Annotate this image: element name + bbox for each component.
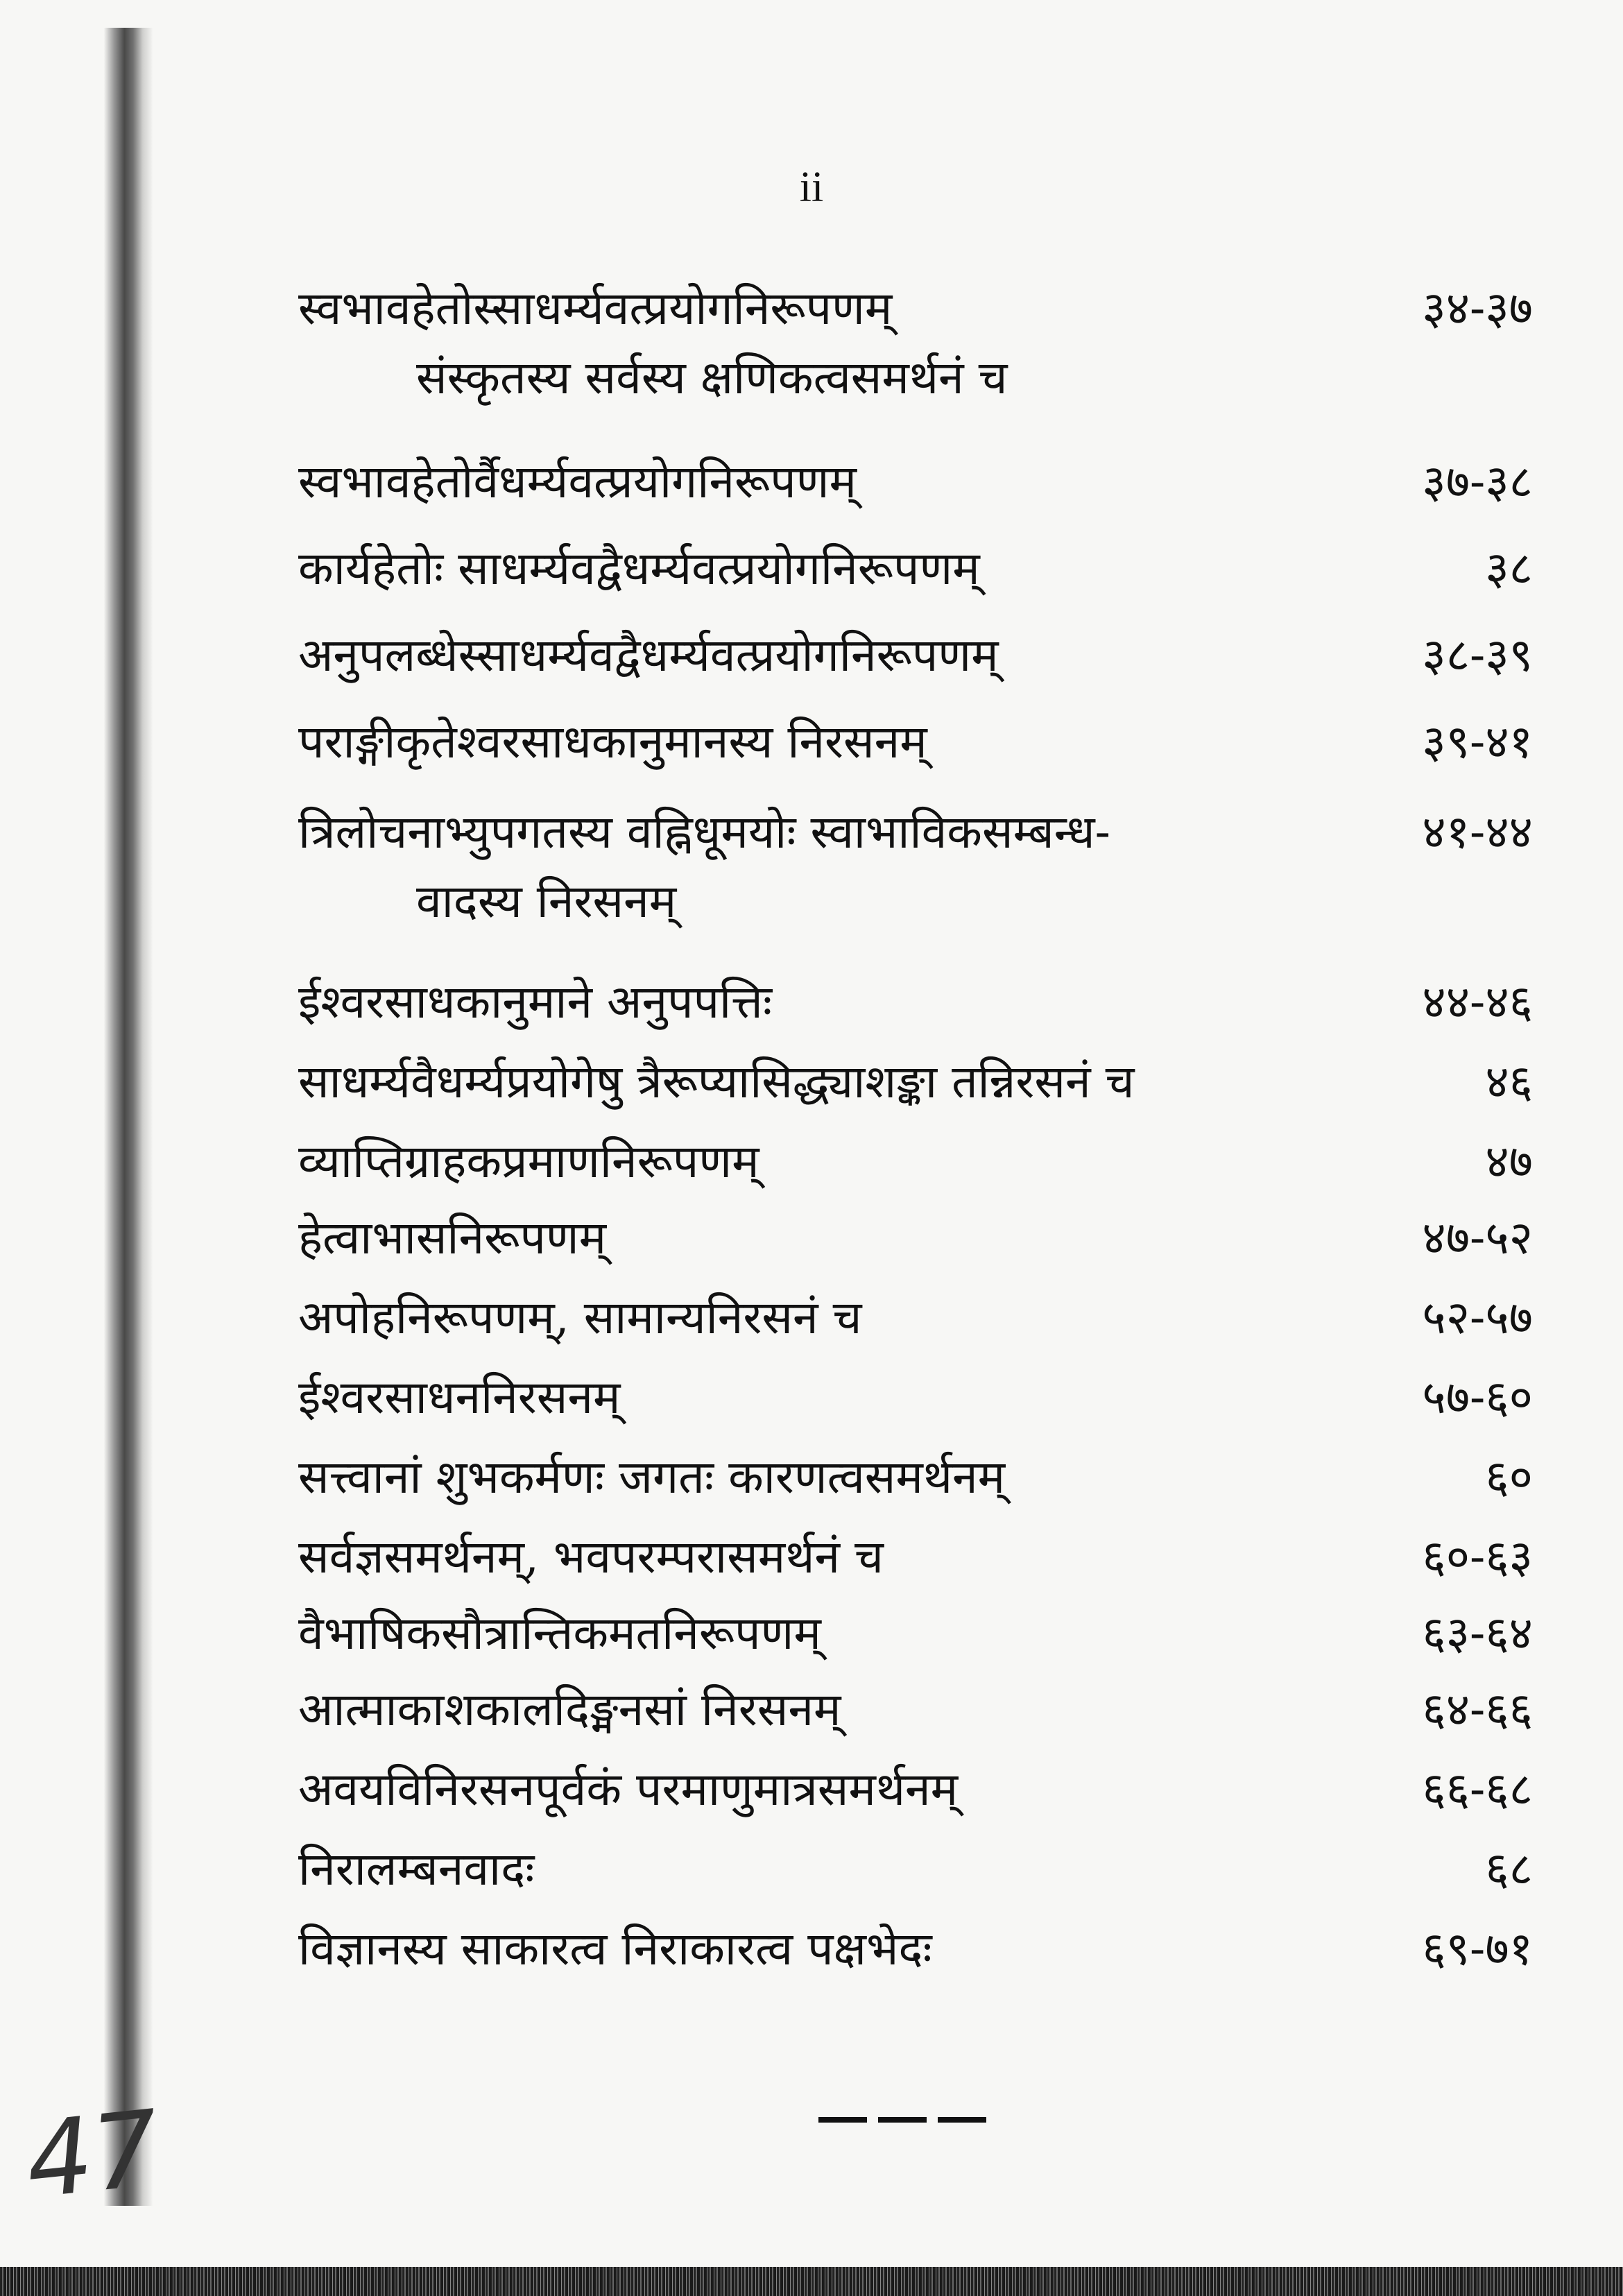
toc-entry: [298, 534, 1533, 603]
toc-entry: [298, 447, 1533, 517]
toc-entry-pages: ५२-५७: [1422, 1291, 1533, 1344]
toc-entry-pages: ४७-५२: [1422, 1211, 1533, 1265]
toc-entry: [298, 1283, 1533, 1353]
toc-entry-title: पराङ्गीकृतेश्वरसाधकानुमानस्य निरसनम्: [298, 715, 927, 769]
toc-entry: [298, 1523, 1533, 1592]
toc-entry: [298, 708, 1533, 777]
toc-entry-title: सर्वज्ञसमर्थनम्, भवपरम्परासमर्थनं च: [298, 1530, 884, 1584]
toc-entry-pages: ३८: [1485, 542, 1533, 595]
toc-entry-title: अपोहनिरूपणम्, सामान्यनिरसनं च: [298, 1291, 862, 1344]
toc-entry-pages: ६८: [1485, 1842, 1533, 1896]
toc-entry-pages: ६३-६४: [1422, 1607, 1533, 1660]
toc-entry-pages: ४७: [1485, 1135, 1533, 1188]
toc-entry-pages: ४१-४४: [1422, 805, 1533, 859]
toc-entry: [298, 1835, 1533, 1904]
toc-entry-pages: ५७-६०: [1422, 1371, 1533, 1424]
toc-entry-title: आत्माकाशकालदिङ्मनसां निरसनम्: [298, 1683, 841, 1736]
toc-entry-pages: ६४-६६: [1422, 1683, 1533, 1736]
toc-entry-title: त्रिलोचनाभ्युपगतस्य वह्निधूमयोः स्वाभाविकसम्बन्ध-: [298, 805, 1110, 859]
toc-entry: [298, 1363, 1533, 1432]
page-number: ii: [799, 164, 824, 211]
toc-entry-title: हेत्वाभासनिरूपणम्: [298, 1211, 607, 1265]
toc-entry: [298, 1203, 1533, 1273]
toc-entry-title: अवयविनिरसनपूर्वकं परमाणुमात्रसमर्थनम्: [298, 1763, 959, 1816]
toc-entry: [298, 621, 1533, 690]
handwritten-margin-note: 47: [20, 2088, 165, 2222]
scan-edge-bar: [0, 2267, 1623, 2296]
toc-entry: [298, 1599, 1533, 1668]
toc-entry: [298, 1127, 1533, 1197]
toc-entry: [298, 274, 1533, 404]
toc-entry-title: स्वभावहेतोस्साधर्म्यवत्प्रयोगनिरूपणम्: [298, 282, 893, 335]
toc-entry-pages: ६०-६३: [1422, 1530, 1533, 1584]
toc-entry-continuation: वादस्य निरसनम्: [416, 875, 677, 928]
toc-entry-pages: ३९-४१: [1422, 715, 1533, 769]
toc-entry: [298, 968, 1533, 1037]
toc-entry: [298, 798, 1533, 928]
toc-entry-title: स्वभावहेतोर्वैधर्म्यवत्प्रयोगनिरूपणम्: [298, 455, 857, 508]
toc-entry: [298, 1755, 1533, 1824]
toc-entry-title: कार्यहेतोः साधर्म्यवद्वैधर्म्यवत्प्रयोगनिरूपणम्: [298, 542, 980, 595]
toc-entry: [298, 1675, 1533, 1745]
toc-entry-title: निरालम्बनवादः: [298, 1842, 535, 1896]
toc-entry-pages: ३८-३९: [1422, 628, 1533, 682]
toc-entry-title: वैभाषिकसौत्रान्तिकमतनिरूपणम्: [298, 1607, 821, 1660]
end-rule-divider: [818, 2117, 992, 2123]
toc-entry-pages: ६६-६८: [1422, 1763, 1533, 1816]
toc-entry-title: व्याप्तिग्राहकप्रमाणनिरूपणम्: [298, 1135, 759, 1188]
toc-entry-pages: ४६: [1485, 1055, 1533, 1108]
toc-entry-pages: ३७-३८: [1422, 455, 1533, 508]
toc-entry-title: साधर्म्यवैधर्म्यप्रयोगेषु त्रैरूप्यासिद्ध्याशङ्का तन्निरसनं च: [298, 1055, 1135, 1108]
toc-entry-pages: ६०: [1485, 1450, 1533, 1504]
toc-entry: [298, 1047, 1533, 1117]
toc-entry-pages: ३४-३७: [1422, 282, 1533, 335]
toc-entry-pages: ४४-४६: [1422, 975, 1533, 1029]
toc-entry-pages: ६९-७१: [1422, 1922, 1533, 1976]
toc-entry-title: सत्त्वानां शुभकर्मणः जगतः कारणत्वसमर्थनम्: [298, 1450, 1006, 1504]
toc-entry-title: ईश्वरसाधननिरसनम्: [298, 1371, 621, 1424]
toc-entry: [298, 1914, 1533, 1984]
toc-entry-title: विज्ञानस्य साकारत्व निराकारत्व पक्षभेदः: [298, 1922, 932, 1976]
toc-entry-title: अनुपलब्धेस्साधर्म्यवद्वैधर्म्यवत्प्रयोगनिरूपणम्: [298, 628, 999, 682]
toc-entry-title: ईश्वरसाधकानुमाने अनुपपत्तिः: [298, 975, 773, 1029]
toc-entry-continuation: संस्कृतस्य सर्वस्य क्षणिकत्वसमर्थनं च: [416, 351, 1008, 404]
toc-entry: [298, 1443, 1533, 1512]
